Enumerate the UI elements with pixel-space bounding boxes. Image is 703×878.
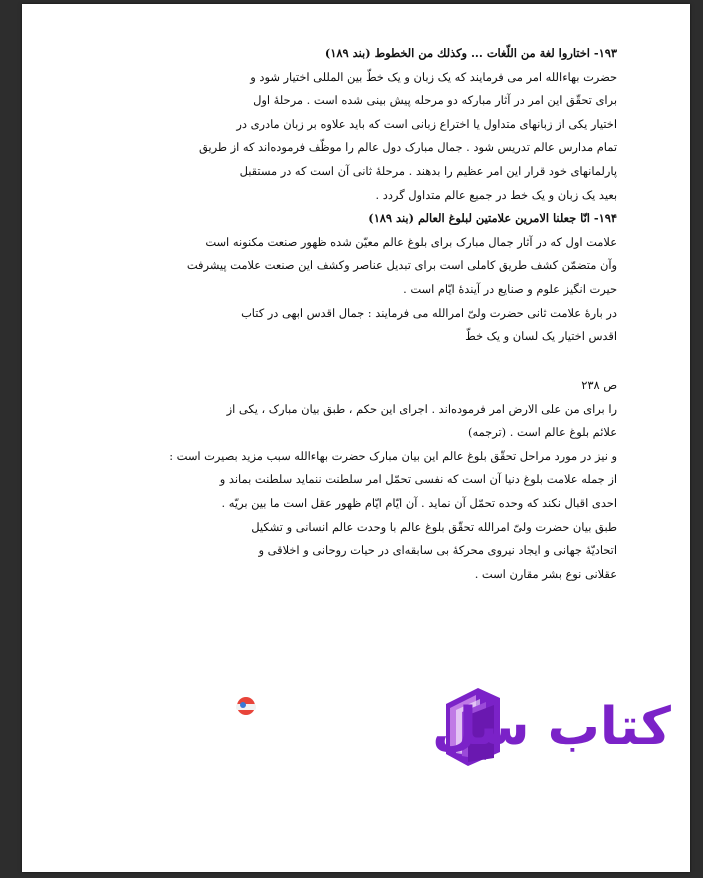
paragraph-line: و نیز در مورد مراحل تحقّق بلوغ عالم این بیان مبارک حضرت بهاءالله سبب مزید بصیرت است :: [169, 448, 617, 463]
paragraph-line: اقدس اختیار یک لسان و یک خطّ: [465, 329, 617, 344]
paragraph-line: برای تحقّق این امر در آثار مبارکه دو مرحله پیش بینی شده است . مرحلۀ اول: [253, 93, 617, 108]
paragraph-line: حضرت بهاءالله امر می فرمایند که یک زبان و یک خطّ بین المللی اختیار شود و: [250, 69, 617, 84]
paragraph-line: احدی اقبال نکند که وحده تحمّل آن نماید . آن ایّام ایّام ظهور عقل است ما بین بریّه .: [221, 495, 617, 510]
heading-193: ۱۹۳- اختاروا لغة من اللّغات ... وكذلك من الخطوط (بند ۱۸۹): [324, 46, 617, 60]
paragraph-line: پارلمانهای خود قرار این امر عظیم را بدهند . مرحلۀ ثانی آن است که در مستقبل: [239, 163, 617, 178]
paragraph-line: حیرت انگیز علوم و صنایع در آیندۀ ایّام است .: [403, 281, 617, 296]
logo-text: کتاب سل: [432, 697, 671, 757]
page-reference: ص ۲۳۸: [581, 378, 617, 392]
paragraph-line: اختیار یکی از زبانهای متداول یا اختراع زبانی است که باید علاوه بر زبان مادری در: [236, 116, 617, 131]
ketabsal-logo: [210, 674, 671, 770]
paragraph-line: طبق بیان حضرت ولیّ امرالله تحقّق بلوغ عالم با وحدت عالم انسانی و تشکیل: [251, 519, 617, 534]
paragraph-line: اتحادیّۀ جهانی و ایجاد نیروی محرکۀ بی سابقه‌ای در حیات روحانی و اخلاقی و: [258, 543, 617, 558]
paragraph-line: علامت اول که در آثار جمال مبارک برای بلوغ عالم معیّن شده ظهور صنعت مکنونه است: [205, 234, 617, 249]
text-block-2: [169, 374, 617, 586]
ketabsal-logo-icon: [210, 674, 671, 770]
paragraph-line: از جمله علامت بلوغ دنیا آن است که نفسی تحمّل امر سلطنت ننماید سلطنت بماند و: [219, 472, 617, 487]
text-block-1: [186, 42, 617, 349]
paragraph-line: وآن متضمّن کشف طریق کاملی است برای تبدیل عناصر وکشف این صنعت علامت پیشرفت: [186, 258, 617, 273]
document-page: [22, 4, 690, 872]
paragraph-line: در بارۀ علامت ثانی حضرت ولیّ امرالله می فرمایند : جمال اقدس ابهی در کتاب: [241, 305, 617, 320]
badge-icon: [236, 697, 256, 715]
paragraph-line: عقلانی نوع بشر مقارن است .: [474, 566, 617, 581]
heading-194: ۱۹۴- انّا جعلنا الامرین علامتین لبلوغ العالم (بند ۱۸۹): [368, 211, 617, 226]
paragraph-line: بعید یک زبان و یک خط در جمیع عالم متداول گردد .: [375, 187, 617, 202]
paragraph-line: را برای من علی الارض امر فرموده‌اند . اجرای این حکم ، طبق بیان مبارک ، یکی از: [226, 401, 617, 416]
paragraph-line: علائم بلوغ عالم است . (ترجمه): [468, 425, 617, 440]
paragraph-line: تمام مدارس عالم تدریس شود . جمال مبارک دول عالم را موظّف فرموده‌اند که از طریق: [198, 140, 617, 155]
